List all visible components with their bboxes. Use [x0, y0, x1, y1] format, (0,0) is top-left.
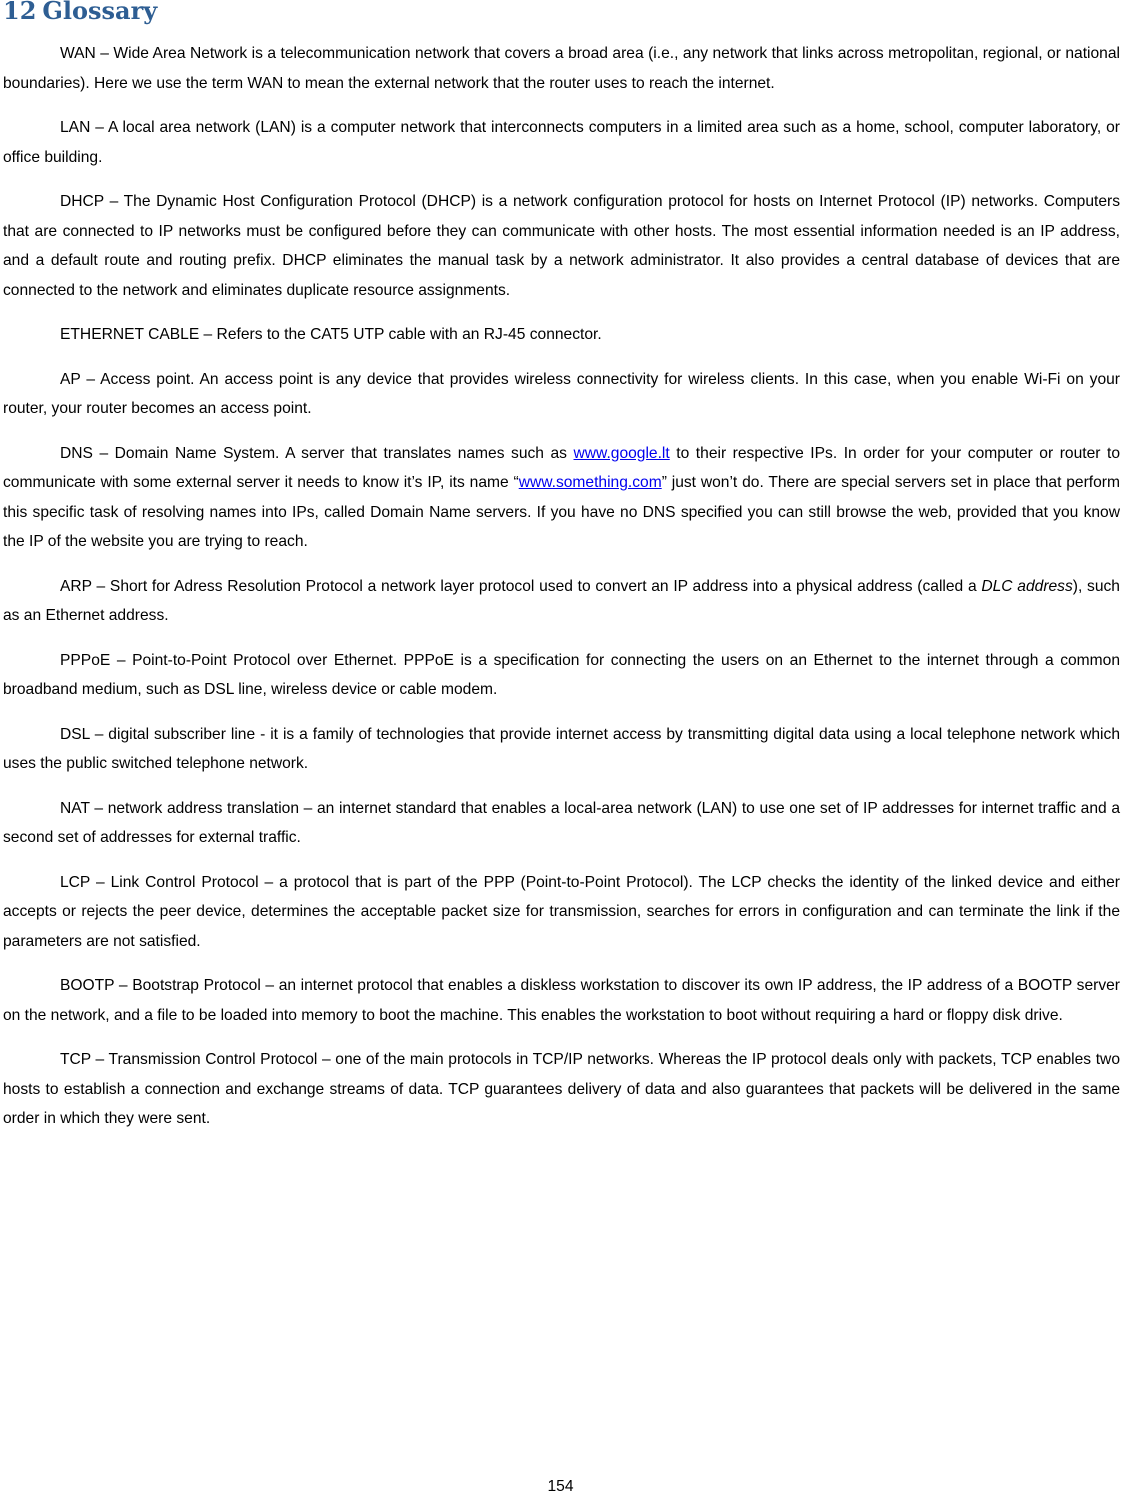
glossary-entry-lcp: LCP – Link Control Protocol – a protocol that is part of the PPP (Point-to-Point Protocol). The LCP checks the identity of the linked device and either accepts or rejects the peer device, determines the acceptable packet size for transmission, searches for errors in configuration and can terminate the link if the parameters are not satisfied.: [3, 873, 1120, 950]
arp-text-2: ), such as an Ethernet address.: [3, 577, 1120, 624]
arp-text-1: ARP – Short for Adress Resolution Protocol a network layer protocol used to convert an IP address into a physical address (called a: [60, 577, 982, 595]
section-title: Glossary: [42, 0, 158, 25]
dns-text-3: ” just won’t do. There are special servers set in place that perform this specific task of resolving names into IPs, called Domain Name servers. If you have no DNS specified you can still browse the web, provided that you know the IP of the website you are trying to reach.: [3, 474, 1120, 550]
glossary-entry-ap: AP – Access point. An access point is any device that provides wireless connectivity for wireless clients. In this case, when you enable Wi-Fi on your router, your router becomes an access point.: [3, 370, 1120, 417]
glossary-entry-nat: NAT – network address translation – an internet standard that enables a local-area network (LAN) to use one set of IP addresses for internet traffic and a second set of addresses for external traffic.: [3, 799, 1120, 846]
glossary-entry-tcp: TCP – Transmission Control Protocol – one of the main protocols in TCP/IP networks. Whereas the IP protocol deals only with packets, TCP enables two hosts to establish a connection and exchange streams of data. TCP guarantees delivery of data and also guarantees that packets will be delivered in the same order in which they were sent.: [3, 1051, 1120, 1127]
arp-italic-term: DLC address: [981, 577, 1073, 595]
section-heading: [3, 0, 157, 25]
dns-text-1: DNS – Domain Name System. A server that translates names such as: [60, 444, 574, 462]
glossary-entry-pppoe: PPPoE – Point-to-Point Protocol over Ethernet. PPPoE is a specification for connecting the users on an Ethernet to the internet through a common broadband medium, such as DSL line, wireless device or cable modem.: [3, 651, 1120, 698]
glossary-body: [3, 39, 1120, 1149]
glossary-entry-bootp: BOOTP – Bootstrap Protocol – an internet protocol that enables a diskless workstation to discover its own IP address, the IP address of a BOOTP server on the network, and a file to be loaded into memory to boot the machine. This enables the workstation to boot without requiring a hard or floppy disk drive.: [3, 977, 1120, 1024]
something-link[interactable]: www.something.com: [518, 474, 662, 491]
glossary-entry-ethernet: ETHERNET CABLE – Refers to the CAT5 UTP cable with an RJ-45 connector.: [60, 326, 602, 343]
glossary-entry-dhcp: DHCP – The Dynamic Host Configuration Protocol (DHCP) is a network configuration protocol for hosts on Internet Protocol (IP) networks. Computers that are connected to IP networks must be configured before they can communicate with other hosts. The most essential information needed is an IP address, and a default route and routing prefix. DHCP eliminates the manual task by a network administrator. It also provides a central database of devices that are connected to the network and eliminates duplicate resource assignments.: [3, 193, 1120, 299]
glossary-entry-wan: WAN – Wide Area Network is a telecommunication network that covers a broad area (i.e., any network that links across metropolitan, regional, or national boundaries). Here we use the term WAN to mean the external network that the router uses to reach the internet.: [3, 45, 1120, 92]
glossary-entry-dns: [3, 439, 1120, 557]
dns-text-2: to their respective IPs. In order for your computer or router to communicate with some external server it needs to know it’s IP, its name “: [3, 444, 1120, 491]
glossary-entry-dsl: DSL – digital subscriber line - it is a family of technologies that provide internet access by transmitting digital data using a local telephone network which uses the public switched telephone network.: [3, 725, 1120, 772]
glossary-entry-arp: [3, 572, 1120, 631]
page-number: 154: [547, 1478, 574, 1495]
section-number: 12: [3, 0, 37, 25]
google-link[interactable]: www.google.lt: [573, 444, 670, 462]
glossary-entry-lan: LAN – A local area network (LAN) is a computer network that interconnects computers in a limited area such as a home, school, computer laboratory, or office building.: [3, 119, 1120, 166]
